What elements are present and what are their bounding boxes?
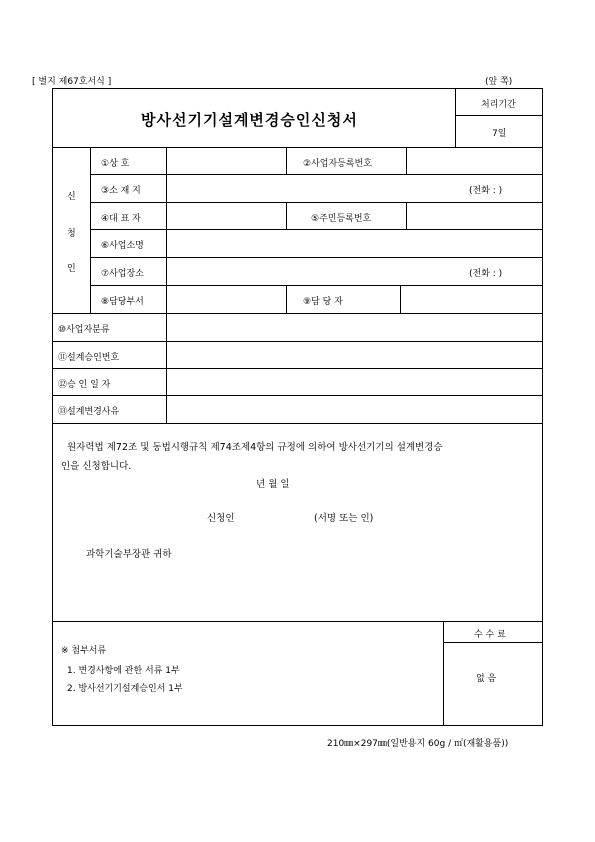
processing-period-value: 7일 xyxy=(492,129,507,139)
divider xyxy=(53,621,542,622)
trade-name-field[interactable] xyxy=(167,148,285,173)
address-phone: (전화 : ) xyxy=(469,186,503,196)
office-name-field[interactable] xyxy=(167,230,541,256)
attachments-title: ※ 첨부서류 xyxy=(61,646,107,656)
office-phone: (전화 : ) xyxy=(469,269,503,279)
applicant-label-char: 신 xyxy=(67,192,76,202)
applicant-sign-label: 신청인 xyxy=(207,513,235,524)
person-in-charge-label: ⑨담 당 자 xyxy=(303,297,343,307)
address-field[interactable] xyxy=(167,175,467,201)
divider xyxy=(455,115,542,116)
change-reason-label: ⑬설계변경사유 xyxy=(58,407,120,417)
office-location-label: ⑦사업장소 xyxy=(101,269,144,279)
divider xyxy=(443,642,542,643)
department-label: ⑧담당부서 xyxy=(101,297,144,307)
attachment-item: 1. 변경사항에 관한 서류 1부 xyxy=(67,666,180,676)
divider xyxy=(443,621,444,725)
application-form xyxy=(52,88,543,726)
representative-field[interactable] xyxy=(167,203,285,228)
divider xyxy=(455,89,456,147)
form-title: 방사선기기설계변경승인신청서 xyxy=(141,111,358,129)
divider xyxy=(90,147,91,313)
approval-date-field[interactable] xyxy=(167,369,541,394)
approval-date-label: ⑫승 인 일 자 xyxy=(58,380,111,390)
business-reg-no-field[interactable] xyxy=(407,148,541,173)
resident-reg-no-label: ⑤주민등록번호 xyxy=(311,214,372,224)
divider xyxy=(286,202,287,229)
representative-label: ④대 표 자 xyxy=(101,214,141,224)
address-label: ③소 재 지 xyxy=(101,186,141,196)
applicant-label-char: 청 xyxy=(67,229,76,239)
department-field[interactable] xyxy=(167,286,285,312)
change-reason-field[interactable] xyxy=(167,396,541,422)
resident-reg-no-field[interactable] xyxy=(407,203,541,228)
fee-label: 수 수 료 xyxy=(474,630,506,640)
fee-value: 없 음 xyxy=(476,674,497,684)
sign-note: (서명 또는 인) xyxy=(314,513,374,524)
date-line: 년 월 일 xyxy=(256,479,290,490)
office-location-field[interactable] xyxy=(167,258,467,284)
trade-name-label: ①상 호 xyxy=(101,159,130,169)
paper-spec: 210㎜×297㎜(일반용지 60g / ㎡(재활용품)) xyxy=(327,739,509,749)
office-name-label: ⑥사업소명 xyxy=(101,241,144,251)
attachment-item: 2. 방사선기기설계승인서 1부 xyxy=(67,684,183,694)
business-reg-no-label: ②사업자등록번호 xyxy=(303,159,372,169)
processing-period-label: 처리기간 xyxy=(481,100,516,110)
addressee: 과학기술부장관 귀하 xyxy=(86,549,172,560)
statement-line: 인을 신청합니다. xyxy=(61,461,132,472)
page-side-label: (앞 쪽) xyxy=(485,77,513,87)
applicant-label-char: 인 xyxy=(67,264,76,274)
person-in-charge-field[interactable] xyxy=(401,286,541,312)
business-class-label: ⑩사업자분류 xyxy=(58,325,110,335)
design-approval-no-label: ⑪설계승인번호 xyxy=(58,353,120,363)
design-approval-no-field[interactable] xyxy=(167,342,541,367)
form-number: [ 별지 제67호서식 ] xyxy=(32,77,112,87)
divider xyxy=(286,285,287,313)
divider xyxy=(286,147,287,174)
statement-line: 원자력법 제72조 및 동법시행규칙 제74조제4항의 규정에 의하여 방사선기기의 설계변경승 xyxy=(67,442,443,453)
business-class-field[interactable] xyxy=(167,314,541,340)
divider xyxy=(53,423,542,424)
